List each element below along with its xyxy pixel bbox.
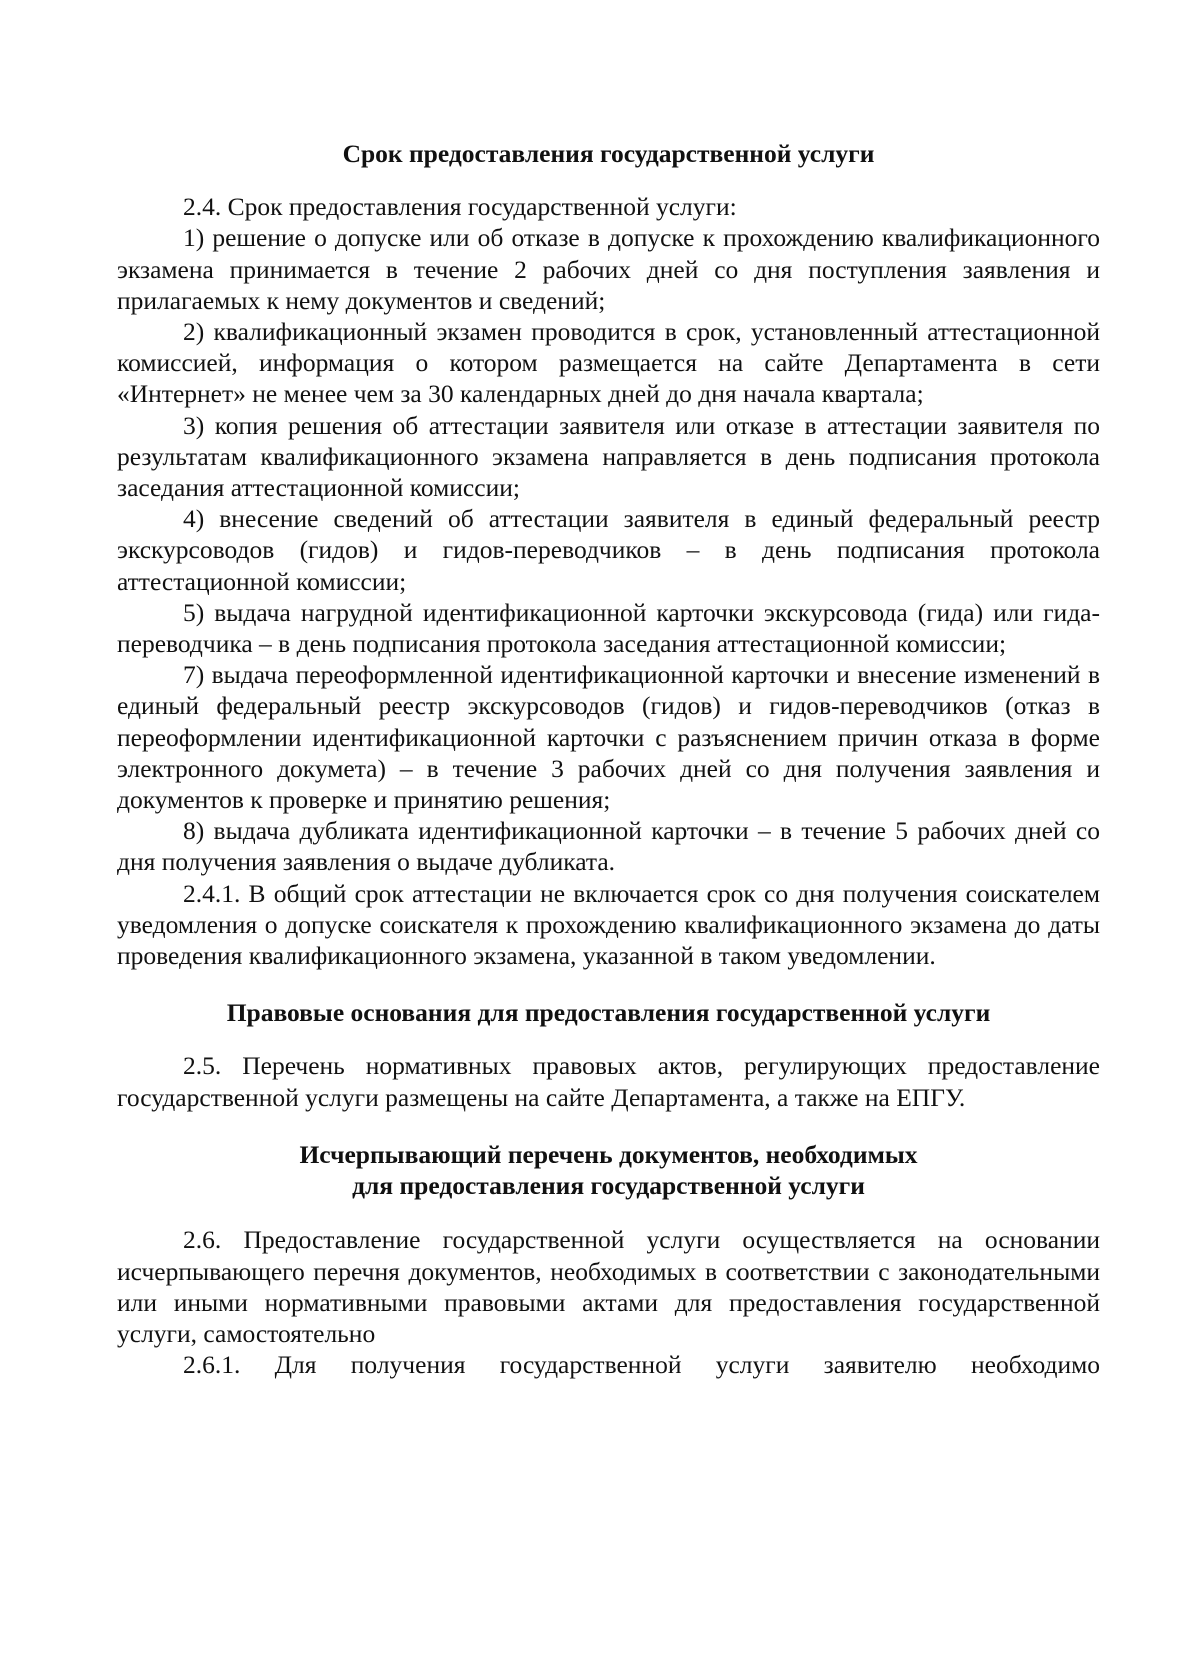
- section-heading-documents-line-2: для предоставления государственной услуги: [352, 1171, 865, 1201]
- paragraph-2-5: 2.5. Перечень нормативных правовых актов, регулирующих предоставление государственной услуги размещены на сайте Департамента, а также на ЕПГУ.: [117, 1051, 1100, 1112]
- paragraph-2-6: 2.6. Предоставление государственной услуги осуществляется на основании исчерпывающего перечня документов, необходимых в соответствии с законодательными или иными нормативными правовыми актами для предоставления государственной услуги, самостоятельно: [117, 1225, 1100, 1348]
- paragraph-2-4-item-1: 1) решение о допуске или об отказе в допуске к прохождению квалификационного экзамена принимается в течение 2 рабочих дней со дня поступления заявления и прилагаемых к нему документов и сведений;: [117, 223, 1100, 315]
- paragraph-2-4-item-2: 2) квалификационный экзамен проводится в срок, установленный аттестационной комиссией, информация о котором размещается на сайте Департамента в сети «Интернет» не менее чем за 30 календарных дней до дня начала квартала;: [117, 317, 1100, 409]
- paragraph-2-4-item-7: 7) выдача переоформленной идентификационной карточки и внесение изменений в единый федеральный реестр экскурсоводов (гидов) и гидов-переводчиков (отказ в переоформлении идентификационной карточки с разъяснением причин отказа в форме электронного докумета) – в течение 3 рабочих дней со дня получения заявления и документов к проверке и принятию решения;: [117, 660, 1100, 815]
- paragraph-2-4: 2.4. Срок предоставления государственной услуги:: [183, 192, 737, 222]
- paragraph-2-4-item-8: 8) выдача дубликата идентификационной карточки – в течение 5 рабочих дней со дня получения заявления о выдаче дубликата.: [117, 816, 1100, 877]
- section-heading-legal-basis: Правовые основания для предоставления государственной услуги: [226, 998, 991, 1028]
- section-heading-term: Срок предоставления государственной услуги: [342, 139, 875, 168]
- paragraph-2-6-1: 2.6.1. Для получения государственной услуги заявителю необходимо: [183, 1350, 1100, 1380]
- section-heading-documents-line-1: Исчерпывающий перечень документов, необходимых: [299, 1139, 918, 1169]
- paragraph-2-4-item-4: 4) внесение сведений об аттестации заявителя в единый федеральный реестр экскурсоводов (гидов) и гидов-переводчиков – в день подписания протокола аттестационной комиссии;: [117, 504, 1100, 596]
- document-body: [117, 138, 1100, 1380]
- section-heading-documents: [117, 1139, 1100, 1201]
- paragraph-2-4-item-5: 5) выдача нагрудной идентификационной карточки экскурсовода (гида) или гида-переводчика – в день подписания протокола заседания аттестационной комиссии;: [117, 597, 1100, 659]
- paragraph-2-4-1: 2.4.1. В общий срок аттестации не включается срок со дня получения соискателем уведомления о допуске соискателя к прохождению квалификационного экзамена до даты проведения квалификационного экзамена, указанной в таком уведомлении.: [117, 878, 1100, 971]
- paragraph-2-4-item-3: 3) копия решения об аттестации заявителя или отказе в аттестации заявителя по результатам квалификационного экзамена направляется в день подписания протокола заседания аттестационной комиссии;: [117, 410, 1100, 503]
